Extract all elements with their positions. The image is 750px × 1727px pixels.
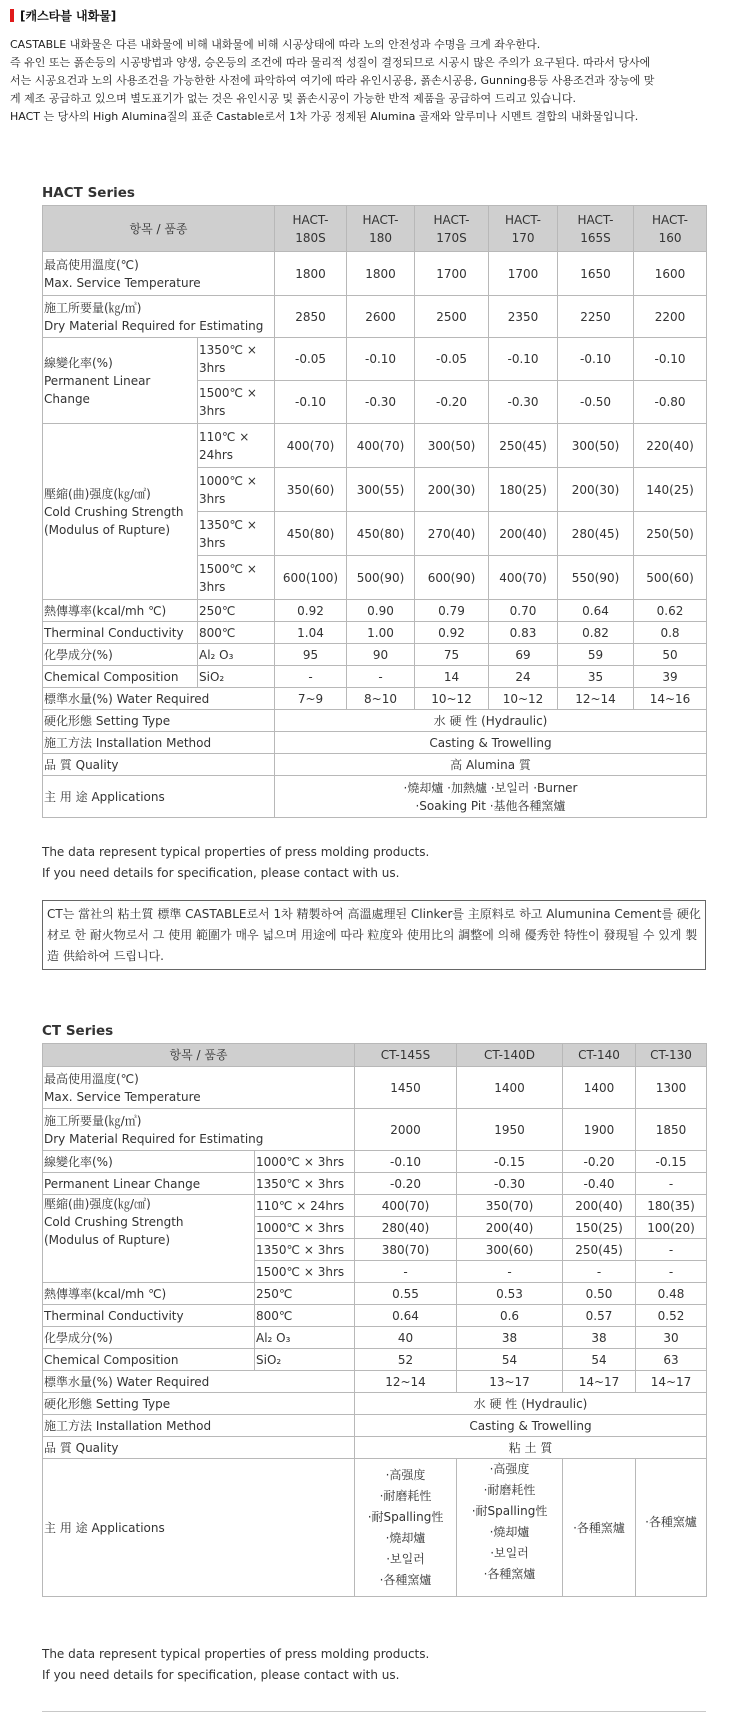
table-cell: 10~12 <box>489 688 558 710</box>
hact-series-title: HACT Series <box>42 185 135 201</box>
condition-cell: 110℃ × 24hrs <box>198 424 275 468</box>
table-cell: 550(90) <box>558 556 634 600</box>
table-cell: - <box>355 1261 457 1283</box>
row-label: 化學成分(%) <box>43 1327 255 1349</box>
row-label: 施工方法 Installation Method <box>43 1415 355 1437</box>
column-header: HACT- 165S <box>558 206 634 252</box>
table-cell: 35 <box>558 666 634 688</box>
table-cell: ·各種窯爐 <box>636 1459 707 1597</box>
table-cell: ·高强度 ·耐磨耗性 ·耐Spalling性 ·燒却爐 ·보일러 ·各種窯爐 <box>355 1459 457 1597</box>
table-cell: - <box>636 1261 707 1283</box>
table-row <box>43 1437 707 1459</box>
table-cell: 280(45) <box>558 512 634 556</box>
page-title: [캐스타블 내화물] <box>20 8 117 23</box>
row-label: 標準水量(%) Water Required <box>43 1371 355 1393</box>
table-cell: 150(25) <box>563 1217 636 1239</box>
table-cell: - <box>636 1239 707 1261</box>
table-cell: -0.20 <box>415 381 489 424</box>
table-cell: 59 <box>558 644 634 666</box>
row-label: 施工所要量(㎏/㎥) Dry Material Required for Estimating <box>43 1109 355 1151</box>
intro-line: 즉 유인 또는 폵손등의 시공방법과 양생, 승온등의 조건에 따라 물리적 성질이 결정되므로 시공시 많은 주의가 요구된다. 따라서 당사에 <box>10 56 651 69</box>
table-cell: 400(70) <box>489 556 558 600</box>
table-cell: 250(45) <box>563 1239 636 1261</box>
table-cell: 2000 <box>355 1109 457 1151</box>
table-row <box>43 252 707 296</box>
table-cell: -0.10 <box>489 338 558 381</box>
condition-cell: 1350℃ × 3hrs <box>255 1239 355 1261</box>
table-cell: 10~12 <box>415 688 489 710</box>
table-row <box>43 1459 707 1597</box>
table-cell: 1800 <box>275 252 347 296</box>
table-cell: -0.80 <box>634 381 707 424</box>
table-cell: 100(20) <box>636 1217 707 1239</box>
table-cell: 12~14 <box>355 1371 457 1393</box>
table-cell: -0.15 <box>636 1151 707 1173</box>
row-label: 線變化率(%) <box>43 1151 255 1173</box>
table-cell: 1450 <box>355 1067 457 1109</box>
row-label: 線變化率(%) Permanent Linear Change <box>43 338 198 424</box>
table-cell: - <box>563 1261 636 1283</box>
row-label: Permanent Linear Change <box>43 1173 255 1195</box>
condition-cell: 110℃ × 24hrs <box>255 1195 355 1217</box>
table-cell: 39 <box>634 666 707 688</box>
table-row <box>43 732 707 754</box>
table-cell: 0.48 <box>636 1283 707 1305</box>
column-header: CT-145S <box>355 1044 457 1067</box>
table-cell: 38 <box>457 1327 563 1349</box>
table-cell: 450(80) <box>347 512 415 556</box>
column-header: HACT- 170S <box>415 206 489 252</box>
intro-line: 게 제조 공급하고 있으며 별도표기가 없는 것은 유인시공 및 폵손시공이 가능한 반적 제품을 공급하여 드리고 있습니다. <box>10 92 576 105</box>
intro-line: 서는 시공요건과 노의 사용조건을 가능한한 사전에 파악하여 여기에 따라 유인시공용, 폵손시공용, Gunning용등 사용조건과 장능에 맞 <box>10 74 655 87</box>
table-header-row <box>43 1044 707 1067</box>
table-cell: 400(70) <box>355 1195 457 1217</box>
table-cell: -0.10 <box>355 1151 457 1173</box>
header-label: 항목 / 품종 <box>43 1044 355 1067</box>
table-cell: 0.90 <box>347 600 415 622</box>
table-cell: 1300 <box>636 1067 707 1109</box>
table-cell: 95 <box>275 644 347 666</box>
table-cell: 300(50) <box>415 424 489 468</box>
table-cell: -0.30 <box>347 381 415 424</box>
table-cell: 水 硬 性 (Hydraulic) <box>355 1393 707 1415</box>
header-label: 항목 / 품종 <box>43 206 275 252</box>
table-cell: 180(25) <box>489 468 558 512</box>
condition-cell: 1350℃ × 3hrs <box>198 338 275 381</box>
table-row <box>43 1371 707 1393</box>
table-cell: 2200 <box>634 296 707 338</box>
condition-cell: 1500℃ × 3hrs <box>255 1261 355 1283</box>
table-cell: -0.10 <box>347 338 415 381</box>
table-row <box>43 1109 707 1151</box>
table-cell: 12~14 <box>558 688 634 710</box>
column-header: HACT- 180 <box>347 206 415 252</box>
table-cell: 54 <box>563 1349 636 1371</box>
table-cell: 1700 <box>415 252 489 296</box>
column-header: HACT- 170 <box>489 206 558 252</box>
table-cell: 0.64 <box>355 1305 457 1327</box>
table-cell: 2350 <box>489 296 558 338</box>
condition-cell: 1000℃ × 3hrs <box>198 468 275 512</box>
row-label: Therminal Conductivity <box>43 1305 255 1327</box>
table-cell: 14 <box>415 666 489 688</box>
table-cell: 220(40) <box>634 424 707 468</box>
table-cell: 380(70) <box>355 1239 457 1261</box>
ct-description-box: CT는 當社의 粘土質 標準 CASTABLE로서 1차 精製하여 高溫處理된 Clinker를 主原料로 하고 Alumunina Cement를 硬化材로 한 耐火物로서 그 使用 範圍가 매우 넓으며 用途에 따라 粒度와 使用比의 調整에 의해 優秀한 特性이 發現될 수 있게 製造 供給하여 드립니다. <box>42 900 706 970</box>
table-cell: ·高强度 ·耐磨耗性 ·耐Spalling性 ·燒却爐 ·보일러 ·各種窯爐 <box>457 1459 563 1597</box>
table-cell: 69 <box>489 644 558 666</box>
table-cell: 350(70) <box>457 1195 563 1217</box>
table-cell: 14~17 <box>563 1371 636 1393</box>
table-row <box>43 600 707 622</box>
table-cell: 63 <box>636 1349 707 1371</box>
table-row <box>43 1327 707 1349</box>
footnote-line: If you need details for specification, please contact with us. <box>42 866 400 880</box>
table-cell: 0.62 <box>634 600 707 622</box>
table-row <box>43 1283 707 1305</box>
table-row <box>43 666 707 688</box>
table-cell: 1700 <box>489 252 558 296</box>
table-cell: -0.30 <box>489 381 558 424</box>
table-cell: 90 <box>347 644 415 666</box>
table-row <box>43 1415 707 1437</box>
table-cell: 13~17 <box>457 1371 563 1393</box>
table-cell: 350(60) <box>275 468 347 512</box>
row-label: 品 質 Quality <box>43 1437 355 1459</box>
condition-cell: 1350℃ × 3hrs <box>255 1173 355 1195</box>
condition-cell: 1500℃ × 3hrs <box>198 556 275 600</box>
table-cell: -0.10 <box>634 338 707 381</box>
table-cell: 0.50 <box>563 1283 636 1305</box>
table-cell: 270(40) <box>415 512 489 556</box>
condition-cell: Al₂ O₃ <box>255 1327 355 1349</box>
column-header: HACT- 160 <box>634 206 707 252</box>
section-heading <box>10 6 116 24</box>
table-cell: - <box>636 1173 707 1195</box>
column-header: CT-140D <box>457 1044 563 1067</box>
row-label: 施工所要量(㎏/㎥) Dry Material Required for Estimating <box>43 296 275 338</box>
table-cell: 30 <box>636 1327 707 1349</box>
ct-footnote <box>42 1644 429 1686</box>
table-cell: 500(60) <box>634 556 707 600</box>
row-label: 硬化形態 Setting Type <box>43 1393 355 1415</box>
row-label: 品 質 Quality <box>43 754 275 776</box>
condition-cell: 250℃ <box>255 1283 355 1305</box>
table-cell: 300(50) <box>558 424 634 468</box>
table-row <box>43 776 707 818</box>
table-cell: 450(80) <box>275 512 347 556</box>
table-cell: 1400 <box>457 1067 563 1109</box>
row-label: Chemical Composition <box>43 666 198 688</box>
table-cell: -0.40 <box>563 1173 636 1195</box>
table-cell: 400(70) <box>347 424 415 468</box>
condition-cell: 1350℃ × 3hrs <box>198 512 275 556</box>
table-cell: - <box>457 1261 563 1283</box>
table-cell: ·各種窯爐 <box>563 1459 636 1597</box>
table-row <box>43 1305 707 1327</box>
hact-spec-table <box>42 205 707 818</box>
table-row <box>43 296 707 338</box>
table-cell: 0.53 <box>457 1283 563 1305</box>
table-cell: 300(60) <box>457 1239 563 1261</box>
table-row <box>43 688 707 710</box>
table-cell: 1900 <box>563 1109 636 1151</box>
condition-cell: 1500℃ × 3hrs <box>198 381 275 424</box>
table-cell: 1.00 <box>347 622 415 644</box>
table-row <box>43 622 707 644</box>
table-row <box>43 1067 707 1109</box>
ct-spec-table <box>42 1043 707 1597</box>
table-cell: 400(70) <box>275 424 347 468</box>
table-cell: 1600 <box>634 252 707 296</box>
table-cell: 2600 <box>347 296 415 338</box>
table-cell: -0.30 <box>457 1173 563 1195</box>
table-cell: 50 <box>634 644 707 666</box>
row-label: 熱傳導率(kcal/mh ℃) <box>43 1283 255 1305</box>
table-cell: -0.10 <box>558 338 634 381</box>
condition-cell: Al₂ O₃ <box>198 644 275 666</box>
table-row <box>43 424 707 468</box>
table-cell: - <box>275 666 347 688</box>
table-cell: 1850 <box>636 1109 707 1151</box>
row-label: Therminal Conductivity <box>43 622 198 644</box>
table-cell: -0.15 <box>457 1151 563 1173</box>
table-cell: 200(30) <box>415 468 489 512</box>
footnote-line: If you need details for specification, please contact with us. <box>42 1668 400 1682</box>
table-cell: 0.64 <box>558 600 634 622</box>
column-header: CT-140 <box>563 1044 636 1067</box>
table-cell: 500(90) <box>347 556 415 600</box>
table-cell: -0.20 <box>355 1173 457 1195</box>
condition-cell: 250℃ <box>198 600 275 622</box>
table-cell: 600(90) <box>415 556 489 600</box>
table-row <box>43 338 707 381</box>
row-label: 施工方法 Installation Method <box>43 732 275 754</box>
table-cell: 24 <box>489 666 558 688</box>
row-label: Chemical Composition <box>43 1349 255 1371</box>
table-cell: 200(40) <box>457 1217 563 1239</box>
table-row <box>43 1393 707 1415</box>
table-row <box>43 754 707 776</box>
table-cell: -0.50 <box>558 381 634 424</box>
row-label: 壓縮(曲)强度(㎏/㎠) Cold Crushing Strength (Modulus of Rupture) <box>43 424 198 600</box>
table-cell: 0.70 <box>489 600 558 622</box>
table-cell: 0.8 <box>634 622 707 644</box>
condition-cell: SiO₂ <box>198 666 275 688</box>
table-cell: 40 <box>355 1327 457 1349</box>
table-cell: 0.92 <box>275 600 347 622</box>
table-cell: 180(35) <box>636 1195 707 1217</box>
table-cell: 1400 <box>563 1067 636 1109</box>
table-cell: 0.79 <box>415 600 489 622</box>
table-cell: 14~16 <box>634 688 707 710</box>
condition-cell: 1000℃ × 3hrs <box>255 1151 355 1173</box>
intro-line: CASTABLE 내화물은 다른 내화물에 비해 내화물에 비해 시공상태에 따라 노의 안전성과 수명을 크게 좌우한다. <box>10 38 541 51</box>
table-cell: 8~10 <box>347 688 415 710</box>
table-cell: 14~17 <box>636 1371 707 1393</box>
table-cell: 0.92 <box>415 622 489 644</box>
table-cell: Casting & Trowelling <box>275 732 707 754</box>
row-label: 熱傳導率(kcal/mh ℃) <box>43 600 198 622</box>
table-cell: 200(30) <box>558 468 634 512</box>
ct-series-title: CT Series <box>42 1023 114 1039</box>
table-cell: 1800 <box>347 252 415 296</box>
table-cell: 高 Alumina 質 <box>275 754 707 776</box>
table-cell: 600(100) <box>275 556 347 600</box>
table-cell: Casting & Trowelling <box>355 1415 707 1437</box>
table-cell: -0.05 <box>415 338 489 381</box>
column-header: HACT- 180S <box>275 206 347 252</box>
condition-cell: SiO₂ <box>255 1349 355 1371</box>
table-cell: 0.6 <box>457 1305 563 1327</box>
condition-cell: 1000℃ × 3hrs <box>255 1217 355 1239</box>
table-header-row <box>43 206 707 252</box>
table-cell: 1950 <box>457 1109 563 1151</box>
row-label: 壓縮(曲)强度(㎏/㎠) Cold Crushing Strength (Modulus of Rupture) <box>43 1195 255 1283</box>
table-cell: 300(55) <box>347 468 415 512</box>
table-cell: 38 <box>563 1327 636 1349</box>
row-label: 最高使用溫度(℃) Max. Service Temperature <box>43 252 275 296</box>
table-row <box>43 1151 707 1173</box>
hact-footnote <box>42 842 429 884</box>
table-cell: 0.55 <box>355 1283 457 1305</box>
table-cell: 280(40) <box>355 1217 457 1239</box>
table-cell: 水 硬 性 (Hydraulic) <box>275 710 707 732</box>
table-row <box>43 1195 707 1217</box>
table-row <box>43 644 707 666</box>
intro-paragraph <box>10 36 745 126</box>
row-label: 化學成分(%) <box>43 644 198 666</box>
table-cell: 52 <box>355 1349 457 1371</box>
table-cell: 2500 <box>415 296 489 338</box>
intro-line: HACT 는 당사의 High Alumina질의 표준 Castable로서 1차 가공 정제된 Alumina 골재와 알루미나 시멘트 결합의 내화물입니다. <box>10 110 639 123</box>
table-cell: - <box>347 666 415 688</box>
table-cell: -0.10 <box>275 381 347 424</box>
table-cell: 250(50) <box>634 512 707 556</box>
row-label: 最高使用溫度(℃) Max. Service Temperature <box>43 1067 355 1109</box>
table-cell: 1.04 <box>275 622 347 644</box>
table-cell: ·燒却爐 ·加熱爐 ·보일러 ·Burner ·Soaking Pit ·基他各種窯爐 <box>275 776 707 818</box>
table-cell: 1650 <box>558 252 634 296</box>
row-label: 主 用 途 Applications <box>43 776 275 818</box>
bottom-divider <box>42 1711 706 1712</box>
row-label: 硬化形態 Setting Type <box>43 710 275 732</box>
table-cell: 2850 <box>275 296 347 338</box>
column-header: CT-130 <box>636 1044 707 1067</box>
table-cell: 200(40) <box>563 1195 636 1217</box>
table-cell: 0.57 <box>563 1305 636 1327</box>
table-cell: 7~9 <box>275 688 347 710</box>
table-cell: 0.83 <box>489 622 558 644</box>
row-label: 主 用 途 Applications <box>43 1459 355 1597</box>
table-cell: 54 <box>457 1349 563 1371</box>
table-cell: 250(45) <box>489 424 558 468</box>
table-cell: -0.20 <box>563 1151 636 1173</box>
row-label: 標準水量(%) Water Required <box>43 688 275 710</box>
condition-cell: 800℃ <box>198 622 275 644</box>
footnote-line: The data represent typical properties of press molding products. <box>42 1647 430 1661</box>
table-cell: 粘 土 質 <box>355 1437 707 1459</box>
table-cell: 2250 <box>558 296 634 338</box>
condition-cell: 800℃ <box>255 1305 355 1327</box>
table-row <box>43 710 707 732</box>
table-cell: 140(25) <box>634 468 707 512</box>
red-bullet-icon <box>10 9 14 22</box>
table-cell: 0.82 <box>558 622 634 644</box>
footnote-line: The data represent typical properties of press molding products. <box>42 845 430 859</box>
table-cell: 0.52 <box>636 1305 707 1327</box>
table-cell: 75 <box>415 644 489 666</box>
table-cell: -0.05 <box>275 338 347 381</box>
table-row <box>43 1349 707 1371</box>
table-cell: 200(40) <box>489 512 558 556</box>
table-row <box>43 1173 707 1195</box>
